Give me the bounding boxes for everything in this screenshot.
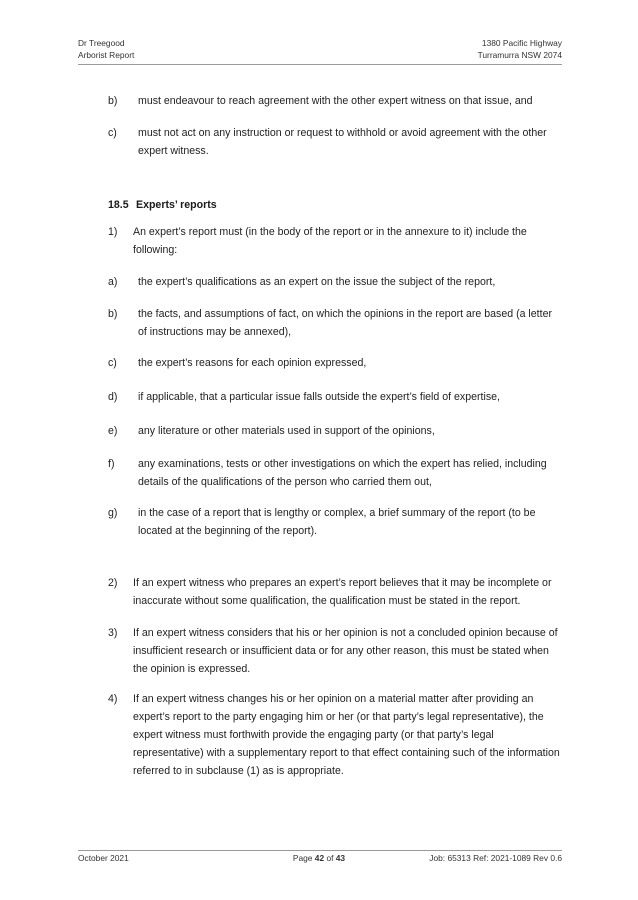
sub-item-d [108,388,560,406]
sub-item-f [108,455,560,491]
clause-4 [108,690,560,780]
page-prefix: Page [292,853,313,863]
clause-label: 1) [108,226,118,238]
list-item-text: must not act on any instruction or request to withhold or avoid agreement with the other expert witness. [138,127,547,157]
sub-item-label: b) [108,308,118,320]
list-item-label: c) [108,127,117,139]
sub-item-text: any examinations, tests or other investigations on which the expert has relied, including details of the qualifications of the person who carried them out, [138,458,547,488]
list-item-label: b) [108,95,118,107]
header-right [478,37,562,61]
header-report-type: Arborist Report [78,50,135,60]
footer-date: October 2021 [78,853,129,863]
header-address-line1: 1380 Pacific Highway [481,38,562,48]
page-of: of [326,853,334,863]
sub-item-label: d) [108,391,118,403]
sub-item-label: f) [108,458,115,470]
section-heading [108,196,217,214]
clause-text: If an expert witness considers that his or her opinion is not a concluded opinion because of insufficient research or insufficient data or for any other reason, this must be stated when the opinion is expressed. [133,627,558,675]
sub-item-label: e) [108,425,118,437]
sub-item-text: in the case of a report that is lengthy or complex, a brief summary of the report (to be located at the beginning of the report). [138,507,536,537]
clause-text: An expert’s report must (in the body of the report or in the annexure to it) include the following: [133,226,527,256]
sub-item-text: the facts, and assumptions of fact, on which the opinions in the report are based (a letter of instructions may be annexed), [138,308,552,338]
sub-item-label: a) [108,276,118,288]
sub-item-e [108,422,560,440]
footer-job-reference: Job: 65313 Ref: 2021-1089 Rev 0.6 [429,853,562,863]
clause-text: If an expert witness who prepares an expert’s report believes that it may be incomplete or inaccurate without some qualification, the qualification must be stated in the report. [133,577,552,607]
section-title: Experts’ reports [136,199,217,211]
sub-item-a [108,273,560,291]
list-item-c [108,124,560,160]
list-item-b [108,92,560,110]
sub-item-text: the expert’s reasons for each opinion expressed, [138,357,367,369]
sub-item-text: any literature or other materials used in support of the opinions, [138,425,435,437]
sub-item-c [108,354,560,372]
page-total: 43 [335,853,346,863]
clause-3 [108,624,560,678]
sub-item-label: g) [108,507,118,519]
page-current: 42 [314,853,325,863]
clause-label: 4) [108,693,118,705]
clause-label: 3) [108,627,118,639]
clause-text: If an expert witness changes his or her opinion on a material matter after providing an expert’s report to the party engaging him or her (or that party’s legal representative), the expert witness must forthwith provide the engaging party (or that party’s legal representative) with a supplementary report to that effect containing such of the information referred to in subclause (1) as is appropriate. [133,693,560,777]
footer-divider [78,850,562,851]
header-author: Dr Treegood [78,38,125,48]
sub-item-text: the expert’s qualifications as an expert on the issue the subject of the report, [138,276,496,288]
header-left [78,37,134,61]
sub-item-label: c) [108,357,117,369]
clause-1 [108,223,560,259]
sub-item-b [108,305,560,341]
sub-item-text: if applicable, that a particular issue falls outside the expert’s field of expertise, [138,391,500,403]
clause-label: 2) [108,577,118,589]
sub-item-g [108,504,560,540]
clause-2 [108,574,560,610]
list-item-text: must endeavour to reach agreement with the other expert witness on that issue, and [138,95,533,107]
header-address-line2: Turramurra NSW 2074 [477,50,562,60]
section-number: 18.5 [108,199,129,211]
header-divider [78,64,562,65]
